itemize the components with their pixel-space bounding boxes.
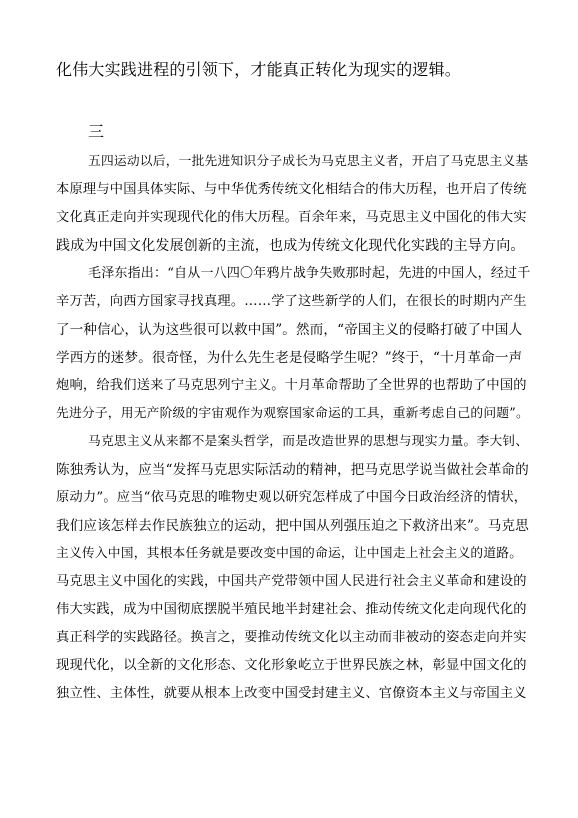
paragraph-line: 陈独秀认为，应当“发挥马克思实际活动的精神，把马克思学说当做社会革命的 [56,462,529,478]
paragraph-line: 践成为中国文化发展创新的主流，也成为传统文化现代化实践的主导方向。 [56,238,525,254]
paragraph-line: 了一种信心，认为这些很可以救中国”。然而，“帝国主义的侵略打破了中国人 [56,322,523,338]
paragraph-line: 马克思主义中国化的实践，中国共产党带领中国人民进行社会主义革命和建设的 [56,574,527,589]
paragraph-line: 独立性、主体性，就要从根本上改变中国受封建主义、官僚资本主义与帝国主义 [56,686,527,701]
paragraph-line: 五四运动以后，一批先进知识分子成长为马克思主义者，开启了马克思主义基 [88,154,529,169]
paragraph-line: 本原理与中国具体实际、与中华优秀传统文化相结合的伟大历程，也开启了传统 [56,182,527,197]
paragraph-line: 文化真正走向并实现现代化的伟大历程。百余年来，马克思主义中国化的伟大实 [56,210,527,225]
section-heading: 三 [88,122,105,141]
paragraph-line: 先进分子，用无产阶级的宇宙观作为观察国家命运的工具，重新考虑自己的问题”。 [56,406,529,421]
paragraph-line: 原动力”。应当“依马克思的唯物史观以研究怎样成了中国今日政治经济的情状， [56,490,528,505]
paragraph-line: 化伟大实践进程的引领下，才能真正转化为现实的逻辑。 [56,60,462,79]
paragraph-line: 我们应该怎样去作民族独立的运动，把中国从列强压迫之下救济出来”。马克思 [56,518,529,534]
paragraph-line: 辛万苦，向西方国家寻找真理。……学了这些新学的人们，在很长的时期内产生 [56,294,527,309]
paragraph-line: 炮响，给我们送来了马克思列宁主义。十月革命帮助了全世界的也帮助了中国的 [56,378,527,393]
paragraph-line: 现现代化，以全新的文化形态、文化形象屹立于世界民族之林，彰显中国文化的 [56,658,527,673]
paragraph-line: 学西方的迷梦。很奇怪，为什么先生老是侵略学生呢？”终于，“十月革命一声 [56,350,523,366]
paragraph-line: 伟大实践，成为中国彻底摆脱半殖民地半封建社会、推动传统文化走向现代化的 [56,602,527,617]
paragraph-line: 真正科学的实践路径。换言之，要推动传统文化以主动而非被动的姿态走向并实 [56,630,527,645]
paragraph-line: 马克思主义从来都不是案头哲学，而是改造世界的思想与现实力量。李大钊、 [88,434,529,449]
paragraph-line: 毛泽东指出：“自从一八四〇年鸦片战争失败那时起，先进的中国人，经过千 [88,266,530,281]
paragraph-line: 主义传入中国，其根本任务就是要改变中国的命运，让中国走上社会主义的道路。 [56,546,523,561]
